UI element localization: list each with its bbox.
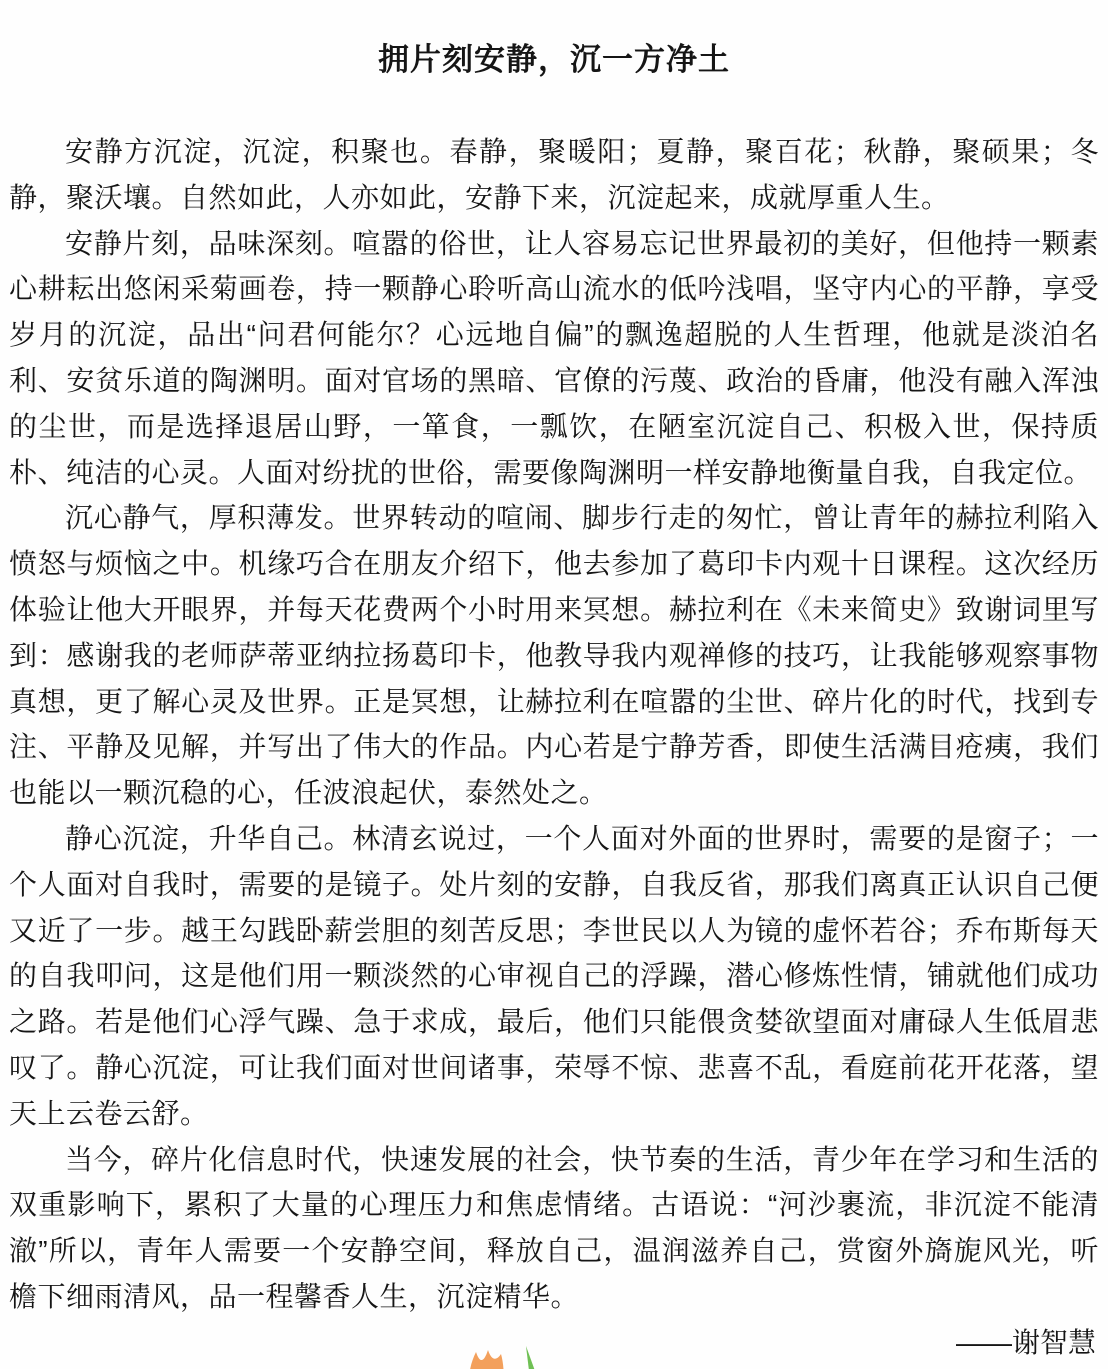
essay-paragraph: 安静片刻，品味深刻。喧嚣的俗世，让人容易忘记世界最初的美好，但他持一颗素心耕耘出悠闲采菊画卷，持一颗静心聆听高山流水的低吟浅唱，坚守内心的平静，享受岁月的沉淀，品出“问君何能尔？心远地自偏”的飘逸超脱的人生哲理，他就是淡泊名利、安贫乐道的陶渊明。面对官场的黑暗、官僚的污蔑、政治的昏庸，他没有融入浑浊的尘世，而是选择退居山野，一箪食，一瓢饮，在陋室沉淀自己、积极入世，保持质朴、纯洁的心灵。人面对纷扰的世俗，需要像陶渊明一样安静地衡量自我，自我定位。 xyxy=(9,227,1099,488)
essay-title: 拥片刻安静，沉一方净土 xyxy=(378,42,730,77)
essay-body xyxy=(9,129,1099,1320)
leaf-icon xyxy=(526,1346,539,1369)
flower-decoration xyxy=(455,1344,565,1369)
essay-paragraph: 静心沉淀，升华自己。林清玄说过，一个人面对外面的世界时，需要的是窗子；一个人面对自我时，需要的是镜子。处片刻的安静，自我反省，那我们离真正认识自己便又近了一步。越王勾践卧薪尝胆的刻苦反思；李世民以人为镜的虚怀若谷；乔布斯每天的自我叩问，这是他们用一颗淡然的心审视自己的浮躁，潜心修炼性情，铺就他们成功之路。若是他们心浮气躁、急于求成，最后，他们只能偎贪婪欲望面对庸碌人生低眉悲叹了。静心沉淀，可让我们面对世间诸事，荣辱不惊、悲喜不乱，看庭前花开花落，望天上云卷云舒。 xyxy=(9,822,1099,1129)
author-signature: ——谢智慧 xyxy=(955,1326,1096,1358)
tulip-flower-icon xyxy=(468,1350,503,1369)
essay-paragraph: 沉心静气，厚积薄发。世界转动的喧闹、脚步行走的匆忙，曾让青年的赫拉利陷入愤怒与烦恼之中。机缘巧合在朋友介绍下，他去参加了葛印卡内观十日课程。这次经历体验让他大开眼界，并每天花费两个小时用来冥想。赫拉利在《未来简史》致谢词里写到：感谢我的老师萨蒂亚纳拉扬葛印卡，他教导我内观禅修的技巧，让我能够观察事物真想，更了解心灵及世界。正是冥想，让赫拉利在喧嚣的尘世、碎片化的时代，找到专注、平静及见解，并写出了伟大的作品。内心若是宁静芳香，即使生活满目疮痍，我们也能以一颗沉稳的心，任波浪起伏，泰然处之。 xyxy=(9,502,1099,809)
essay-paragraph: 当今，碎片化信息时代，快速发展的社会，快节奏的生活，青少年在学习和生活的双重影响下，累积了大量的心理压力和焦虑情绪。古语说：“河沙裹流，非沉淀不能清澈”所以，青年人需要一个安静空间，释放自己，温润滋养自己，赏窗外旖旎风光，听檐下细雨清风，品一程馨香人生，沉淀精华。 xyxy=(9,1143,1099,1312)
essay-paragraph: 安静方沉淀，沉淀，积聚也。春静，聚暖阳；夏静，聚百花；秋静，聚硕果；冬静，聚沃壤。自然如此，人亦如此，安静下来，沉淀起来，成就厚重人生。 xyxy=(9,136,1099,213)
